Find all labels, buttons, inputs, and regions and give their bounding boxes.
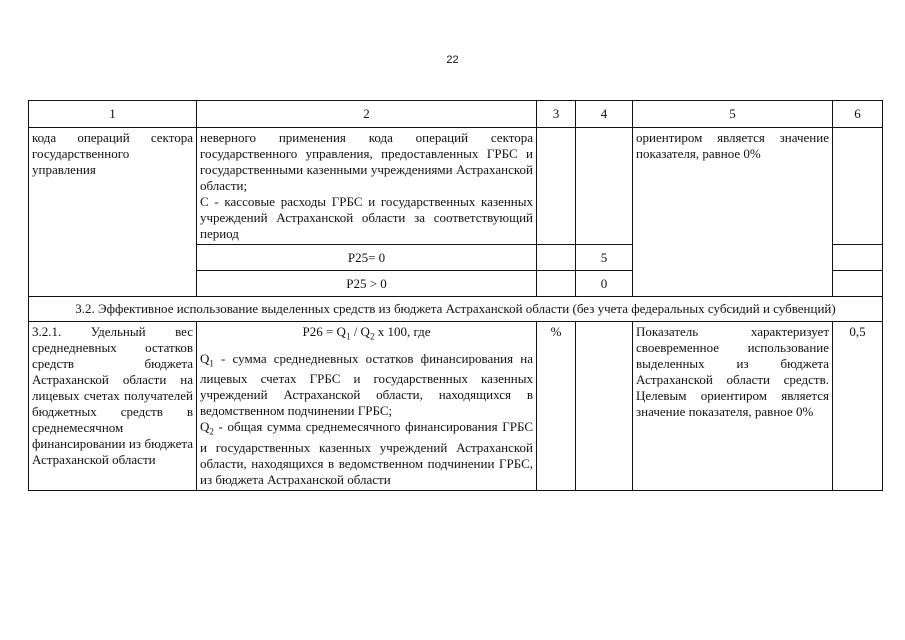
formula-p25-equals-zero: P25= 0 bbox=[197, 245, 537, 271]
table-header-row bbox=[29, 101, 883, 128]
row1-formula-description bbox=[197, 128, 537, 245]
row1-weight bbox=[833, 128, 883, 245]
header-col-3: 3 bbox=[537, 101, 576, 128]
section-row bbox=[29, 297, 883, 322]
p25-gt-weight bbox=[833, 271, 883, 297]
row1-unit bbox=[537, 128, 576, 245]
q2-definition: $Q_2$ - общая сумма среднемесячного финансирования ГРБС и государственных казенных учреждений Астраханской области, находящихся в ведомственном подчинении ГРБС, из бюджета Астраханской области bbox=[200, 419, 533, 487]
row1-description-line-2: С - кассовые расходы ГРБС и государственных казенных учреждений Астраханской области за соответствующий период bbox=[200, 194, 533, 241]
p25-eq-score: 5 bbox=[576, 245, 633, 271]
p25-gt-unit bbox=[537, 271, 576, 297]
formula-p26: $P26 = Q_1 / Q_2$ x 100, где bbox=[302, 324, 431, 342]
row321-score bbox=[576, 322, 633, 491]
header-col-6: 6 bbox=[833, 101, 883, 128]
p25-gt-score: 0 bbox=[576, 271, 633, 297]
formula-p25-greater-zero: P25 > 0 bbox=[197, 271, 537, 297]
row1-description-line-1: неверного применения кода операций сектора государственного управления, предоставленных ГРБС и государственными казенными учреждениями Астраханской области; bbox=[200, 130, 533, 193]
row1-indicator-name: кода операций сектора государственного управления bbox=[29, 128, 197, 297]
header-col-1: 1 bbox=[29, 101, 197, 128]
section-heading: 3.2. Эффективное использование выделенных средств из бюджета Астраханской области (без учета федеральных субсидий и субвенций) bbox=[29, 297, 883, 322]
row321-indicator-name: 3.2.1. Удельный вес среднедневных остатков средств бюджета Астраханской области на лицевых счетах получателей бюджетных средств в среднемесячном финансировании из бюджета Астраханской области bbox=[29, 322, 197, 491]
p25-eq-weight bbox=[833, 245, 883, 271]
table-row bbox=[29, 128, 883, 245]
indicators-table bbox=[28, 100, 883, 491]
row1-target-description: ориентиром является значение показателя, равное 0% bbox=[633, 128, 833, 297]
p25-eq-unit bbox=[537, 245, 576, 271]
row321-weight: 0,5 bbox=[833, 322, 883, 491]
page-number: 22 bbox=[446, 54, 459, 66]
header-col-4: 4 bbox=[576, 101, 633, 128]
row321-unit: % bbox=[537, 322, 576, 491]
header-col-2: 2 bbox=[197, 101, 537, 128]
row321-target-description: Показатель характеризует своевременное использование выделенных из бюджета Астраханской области средств. Целевым ориентиром является значение показателя, равное 0% bbox=[633, 322, 833, 491]
q1-definition: $Q_1$ - сумма среднедневных остатков финансирования на лицевых счетах ГРБС и государственных казенных учреждений Астраханской области, находящихся в ведомственном подчинении ГРБС; bbox=[200, 350, 533, 419]
row321-formula-description bbox=[197, 322, 537, 491]
header-col-5: 5 bbox=[633, 101, 833, 128]
table-row bbox=[29, 322, 883, 491]
row1-score bbox=[576, 128, 633, 245]
